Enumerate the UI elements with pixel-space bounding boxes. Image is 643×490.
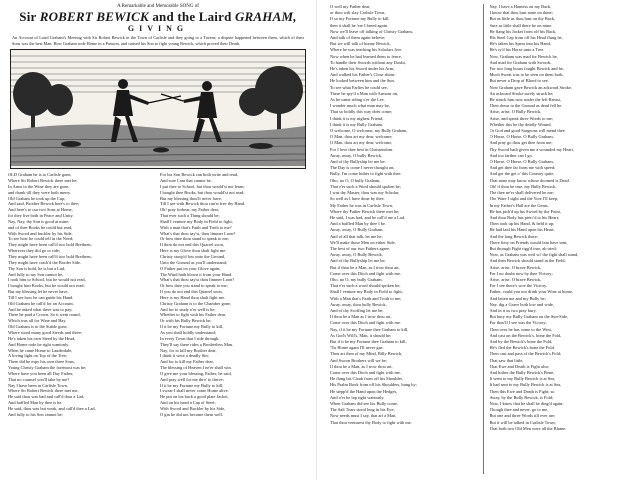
verse-line: But my blessing let he never have, (8, 289, 69, 295)
verse-line: And for to study o'er well is he; (160, 306, 216, 312)
verse-line: And fully to his Son cannot be; (8, 411, 63, 417)
verse-line: I think it were a deadly Sin; (160, 353, 209, 359)
verse-line: Nay, dig a Grave both low and wide, (489, 301, 554, 307)
verse-line: Till I see with Bewick thou can'st free thy Hand. (160, 201, 246, 207)
verse-line: That e'er such a Word should spoken be; (330, 183, 401, 189)
verse-line: Where Sir Robert Bewick there met me, (8, 388, 79, 394)
title-name-graham: GRAHAM, (234, 9, 297, 24)
verse-line: And of thy Scoffing let me be; (330, 307, 384, 313)
verse-line: With Sword and buckler by his Side, (8, 230, 73, 236)
verse-line: Till I see how he can guide his Hand. (8, 294, 74, 300)
verse-line: His Psalm Book from off his Shoulders, hung by; (330, 382, 417, 388)
verse-line: As he came riding o'er the Lee. (330, 97, 385, 103)
verse-line: Nay, if it be my Fortune thee Graham to kill, (330, 326, 409, 332)
verse-line: Oho, no O, my bully Graham, (330, 276, 383, 282)
verse-line: The blessing of Heaven I ne'er shall win. (160, 365, 232, 371)
verse-line: Away, by the Bully Bewick, is Fold; (489, 394, 554, 400)
verse-line: Then this Ewe and Death is Fight; so (489, 388, 555, 394)
verse-line: And talk of them again believe; (330, 35, 386, 41)
verse-line: Where he was teaching his Scholars five. (330, 47, 403, 53)
verse-line: That Ewe and Death is Fight also; (489, 363, 550, 369)
verse-line: Christy Graham is to the Chamber gone, (160, 300, 232, 306)
verse-line: Though thee and never, go to me, (489, 407, 549, 413)
verse-line: And in it us two pray bury. (489, 307, 537, 313)
left-column-2 (160, 172, 308, 490)
verse-line: Unto the Ground as you'll understand; (160, 259, 228, 265)
verse-line: He's ty'd his Horse unto a Tree. (489, 47, 545, 53)
verse-line: then it shall be 'ere I breed again. (330, 22, 389, 28)
verse-line: As you shall boldly understand; (160, 329, 216, 335)
verse-line: Where have you been all Day Father, (8, 370, 74, 376)
woodcut-duel-illustration (10, 49, 306, 169)
verse-line: But through Fight rigg'd true, ah tried; (489, 245, 557, 251)
verse-line: O welcome, O welcome, my Bully Graham, (330, 128, 408, 134)
verse-line: Old Graham is to the Stable gone, (8, 324, 68, 330)
verse-line: They might have been call'd two bold Brethren, (8, 254, 92, 259)
verse-line: Then down to the Ground as dead fell he. (489, 103, 563, 109)
verse-line: And walked his Father's Close about; (330, 72, 396, 78)
verse-line: In my Father's Hall are the Gems. (489, 202, 549, 208)
verse-line: O Father put on your Glove again, (160, 265, 221, 271)
verse-line: Which was all for Wine and Hay. (8, 318, 67, 324)
verse-line: Now needs must I say, that art a Man, (330, 413, 397, 419)
verse-line: Now, I know that he shall be ding'd again; (489, 401, 564, 406)
column-rule (483, 4, 484, 474)
verse-line: And the long Bewick there; (489, 233, 539, 239)
verse-line: Now, Graham was mad for Bewick he, (489, 53, 558, 59)
verse-line: Wherever they did go or ride; (8, 248, 61, 254)
verse-line: Young Christy Graham the foremost was he; (8, 365, 87, 371)
verse-line: With Sword and Buckler by his Side, (160, 405, 226, 411)
verse-line: The thee ne'er shall delivered be me; (489, 190, 554, 196)
right-column-2 (490, 4, 637, 474)
verse-line: And get thee far from me with speed; (489, 165, 556, 171)
verse-line: With a man that's Faith and Troth to me? (160, 224, 232, 230)
verse-line: for they live both in Peace and Unity. (8, 213, 74, 219)
verse-line: If so my Fortune my Bully to kill, (330, 16, 390, 22)
verse-line: Thy Sword hath given me a wounded my Heart, (489, 146, 575, 152)
verse-line: He has pick'd up his Sword by the Point, (489, 208, 561, 214)
verse-line: Here is my Hand thou shalt fight me. (160, 294, 226, 300)
verse-line: But if it be my Fortune thee Graham to kill, (330, 338, 407, 344)
verse-line: And a baffled Man by thee I be. (330, 221, 387, 227)
verse-line: Come over this Ditch and fight with me. (330, 320, 401, 326)
verse-line: I wonder much what man may be, (330, 103, 390, 109)
verse-line: He stepp'd the Hand upon the Hedges, (330, 388, 398, 394)
verse-line: That both two Old Men were all the Blame. (489, 425, 567, 431)
verse-line: He flang his Jacket from off his Back, (489, 28, 557, 34)
verse-line: O give me your blessing, Father, he said, (160, 370, 232, 376)
verse-line: Whether this be thy deadly Wound, (489, 121, 552, 127)
left-text-columns (8, 172, 308, 490)
verse-line: What's that thou say'st, thou limmer Loon? (160, 230, 236, 236)
verse-line: That none may know whose doomed is Dead. (489, 177, 570, 183)
verse-line: What's that thou say'st thou limmer Loon? (160, 277, 235, 283)
verse-line: When Graham did see his Bully come, (330, 401, 398, 406)
verse-line: But we will talk of bonny Bewick, (330, 41, 391, 47)
verse-line: For I love thee best in Christendom. (330, 146, 394, 152)
verse-line: We'll make those Men on either Side, (330, 239, 396, 245)
verse-line: O Horse, O Horse, O Bully Graham, (489, 159, 554, 165)
verse-line: It went to my Bully Bewick is at Sea, (489, 376, 556, 382)
verse-line: I bought thee Books, but thou would'st not read; (160, 189, 245, 195)
verse-line: But if thou be a Man, as I trow thou art, (330, 264, 400, 270)
verse-line: And of thy Bullyship let me be: (330, 159, 386, 165)
verse-line: As God's Will's, Man, it should be; (330, 332, 392, 338)
song-title (8, 10, 308, 24)
verse-line: And Sworn Brothers will we be; (330, 357, 387, 363)
verse-line: They might have been call'd two bold Brethren, (8, 242, 92, 248)
verse-line: The best of our two Fathers agree. (330, 245, 391, 251)
left-column-1 (8, 172, 156, 490)
verse-line: To handle their Swords without any Doubt, (330, 59, 406, 65)
verse-line: Thou art then of my Mind, Billy Bewick, (330, 351, 403, 357)
verse-line: It had sent to my Bully Bewick is at Sea, (489, 382, 562, 388)
verse-line: The Salt Tears stood long in his Eye; (330, 407, 395, 413)
verse-line: Shall I venture my Body in Field to fight, (330, 289, 403, 295)
verse-line: O Horse, O Horse, O Bully Graham, (489, 134, 554, 140)
verse-line: And of thy Bullyship let me be; (330, 258, 386, 264)
verse-line: He's taken his own Steed by the Head, (8, 335, 76, 341)
verse-line: Arise, arise, O brave Bewick, (489, 276, 542, 282)
title-name-bewick: ROBERT BEWICK (39, 9, 149, 24)
verse-line: My Father he was in Carlisle Town, (330, 202, 393, 208)
verse-line: And on his head a Cap of Steel; (160, 400, 216, 406)
verse-line: They might have crack'd the Border Side. (8, 259, 82, 265)
verse-line: O Man, thou art my dear, welcome, (330, 140, 393, 146)
verse-line: The Day is come I never thought on, (330, 165, 395, 171)
verse-line: Come over this Ditch and fight with me. (330, 369, 401, 375)
verse-line: And thou Body has pierc'd to his Heart; (489, 214, 560, 220)
verse-line: He's taken his Spear into his Hand, (489, 41, 551, 47)
verse-line: In Arms to the Wine they are gone, (8, 183, 70, 189)
verse-line: Shall I venture my Body in Field to fight, (160, 218, 233, 224)
verse-line: That saw that little, (489, 357, 524, 363)
verse-line: And of all that talk, let me be; (330, 233, 383, 239)
page-gutter (316, 0, 317, 480)
verse-line: If thou be a Man as I trow thou art, (330, 314, 392, 320)
verse-line: Where stood many good Steeds and three; (8, 329, 83, 335)
verse-line: He said thou was bad and call'd thou a Lad, (8, 394, 85, 400)
verse-line: Or how dare you stand to speak to me; (160, 283, 228, 289)
title-mid: and the Laird (152, 9, 232, 24)
verse-line: Thy Son is bold, he is but a Lad, (8, 265, 66, 271)
verse-line: There fiery on Friends would fain have sent, (489, 239, 568, 245)
verse-line: I think it is my Bully Graham. (330, 121, 384, 127)
verse-line: He put on his back a good plate Jacket, (160, 394, 229, 400)
verse-line: Then over he has come to the West, (489, 326, 552, 332)
verse-line: Then took up his Hand, & held it up; (489, 221, 555, 227)
verse-line: There did he espy his own three Sons, (8, 359, 75, 365)
verse-line: He flang his Cloak from off his Shoulder, (330, 376, 403, 382)
verse-line: The Ware I sight and the Yore I'll keep, (489, 196, 559, 202)
verse-line: Nay, for to kill my Brother dear, (160, 347, 217, 353)
verse-line: Away, away, O bully Bewick, (330, 152, 383, 158)
verse-line: That no counsel you'll take by me? (8, 376, 70, 382)
verse-line: For thou'll I see was the Victory; (489, 320, 547, 326)
verse-line: I put thee to School, but thou would'st not learn; (160, 183, 245, 189)
title-prefix: Sir (19, 9, 37, 24)
verse-line: Now when he had learned them to fence, (330, 53, 402, 59)
verse-line: Or how dare thou stand to speak to me; (160, 236, 230, 242)
verse-line: But one and three Words till ever are; (489, 413, 556, 419)
verse-line: He said, thou was but weak, and call'd thee a Lad, (8, 405, 96, 411)
right-column-1 (330, 4, 477, 474)
verse-line: And letten me and my Bully be; (489, 295, 546, 301)
verse-line: A loving light on Top of the Tree; (8, 353, 68, 359)
verse-line: Away, away, thou bully Bewick, (330, 301, 387, 307)
verse-line: and drank till they were both merry. (8, 189, 71, 195)
verse-line: I know that thou hast none on thine; (489, 10, 553, 16)
verse-line: Away, away, O Bully Bewick, (330, 252, 383, 258)
verse-line: I swear I shall never come Home alive. (160, 388, 229, 394)
verse-line: Or God and good Surgeons will mend thee. (489, 128, 566, 134)
verse-line: OLD Graham he is to Carlisle gone, (8, 172, 72, 178)
verse-line: He struck him now under the left Breast, (489, 97, 561, 103)
verse-line: And baffled Man by thee is he. (8, 400, 63, 406)
verse-line: Bully, I'm come hither to fight with thee. (330, 171, 402, 177)
verse-line: But it will be talked in Carlisle Town, (489, 419, 556, 425)
verse-line: I bought him Books, but he would not read; (8, 283, 85, 289)
verse-line: And mad for Graham with Swords, (489, 59, 552, 65)
verse-line: He looked between him and the Sun, (330, 78, 395, 84)
verse-line: If you do not end this Quarrel soon, (160, 289, 223, 295)
verse-line: I think it is my nighest Friend, (330, 115, 384, 121)
verse-line: So well as I have done by thee. (330, 196, 385, 202)
verse-line: And pray go thou get thee from me; (489, 140, 553, 146)
verse-line: Arise, arise, O brave Bewick, (489, 264, 542, 270)
verse-line: And o'er he lap right wantonly. (330, 394, 385, 400)
verse-line: When he came Home to Lauderdale, (8, 347, 73, 353)
verse-line: And he asked what there was to pay; (8, 306, 73, 312)
verse-line: And hither the Bully Bewick's Bone, (489, 369, 555, 375)
verse-line: And by the Bewick's bone the Fold, (489, 338, 553, 344)
verse-line: He's fled the Bewick's bone the Fold. (489, 345, 555, 351)
verse-line: And cast on the Bewick's, bone the Fold, (489, 332, 562, 338)
verse-line: If it be my Fortune my Bully to kill, (160, 324, 224, 330)
verse-line: He's taken his Sword under his Arm, (330, 66, 395, 72)
verse-line: Father, could you not drink your Wine at home, (489, 289, 573, 295)
verse-line: That ever such a Thing should be; (160, 213, 220, 219)
verse-line: Now Graham gave Bewick an ackward Stroke, (489, 84, 573, 90)
verse-line: For I see there's woe the Victory. (489, 283, 548, 289)
intro-line: A Remarkable and Memorable SONG of (117, 4, 199, 9)
subtitle-giving: GIVING (127, 24, 189, 33)
right-page (330, 4, 636, 474)
verse-line: For two long hours fought Bewick and he, (489, 66, 564, 72)
left-page (8, 2, 308, 474)
verse-line: I took him to School, but he would not read, (8, 277, 86, 283)
verse-line: Much Sweat was to be seen on them both, (489, 72, 564, 78)
verse-line: And here's to our two Sons at Home, (8, 207, 73, 213)
verse-line: Old Graham he took up the Cup, (8, 195, 66, 201)
verse-line: Arise, arise, O Bully Bewick, (489, 109, 542, 115)
verse-line: or thou wilt slay Carlisle Town, (330, 10, 386, 16)
verse-line: But as little as thou hast on thy Back, (489, 16, 555, 22)
verse-line: His Steel Cap from off his Head flung he, (489, 35, 563, 41)
verse-line: In every Town that I ride through, (160, 335, 220, 341)
verse-line: The Wind hath blown it from your Hand. (160, 271, 233, 277)
verse-line: He said, I was bad, and he call'd me a Lad, (330, 214, 406, 220)
verse-line: O well my Father dear, (330, 4, 371, 9)
verse-line: And Home rode he right wantonly. (8, 341, 70, 347)
verse-line: Whether to fight with his Father dear, (160, 312, 227, 318)
verse-line: Old Graham he call'd for an Account, (8, 300, 74, 306)
verse-line: And said, Brother Bewick here's to thee; (8, 201, 80, 207)
verse-line: And fully to my Son cannot be, (8, 271, 64, 277)
verse-line: Come over this Ditch and fight with me. (330, 270, 401, 276)
verse-line: Oh! if thou be true, my Bully Bewick, (489, 183, 557, 189)
verse-line: Nay, Nay, thy Son is good at mine, (8, 218, 70, 224)
verse-line: Now we'll leave off talking of Christy Graham, (330, 28, 413, 34)
verse-line: Nay I have been in Carlisle Town, (8, 382, 68, 388)
verse-line: To see what Farlies he could see, (330, 84, 388, 90)
verse-line: Oh! pray forbear, my Father dear, (160, 207, 220, 213)
verse-line: If thou do not end this Quarrel soon, (160, 242, 224, 248)
verse-line: He had laid his Hand upon his Heart, (489, 227, 555, 233)
verse-line: But my blessing thou'lt never have, (160, 195, 223, 201)
summary-paragraph: An Account of Laird Graham's Meeting with Sir Robert Bewick in the Town of Carlisle and they going to a Tavern; a dispute happened between them, which of their Sons was the best Man. How Graham rode Home in a Passion, and caused his Son to fight young Bewick, which proved their Death. (12, 35, 304, 46)
verse-line: If thou be a Man, as I trow thou art, (330, 363, 393, 369)
verse-line: And too farther can I go. (489, 152, 533, 158)
verse-line: Sure as little shall there be on mine. (489, 22, 553, 28)
verse-line: Where thy Father Bewick there met he; (330, 208, 400, 214)
verse-line: That e'er such a word should spoken be; (330, 283, 401, 289)
verse-line: And for to kill my Father dear, (160, 359, 214, 365)
trees-right (239, 66, 303, 134)
verse-line: I was thy Master, thou was my Scholar, (330, 190, 400, 196)
verse-line: and of thee Books he could but read, (8, 224, 73, 230)
verse-line: For I no doubt now by thee Victory; (489, 270, 553, 276)
trees-left (13, 72, 73, 134)
verse-line: That so boldly this way does come; (330, 109, 393, 115)
verse-line: Then cast and pass of the Bewick's Fold; (489, 351, 562, 357)
verse-line: Nay, I have a Harness on my Back, (489, 4, 552, 9)
verse-line: Where Sir Robert Bewick there met he; (8, 178, 78, 184)
verse-line: O Man, thou art my dear, welcome; (330, 134, 393, 140)
verse-line: Now, as Graham was wed wi' the fight shall stand, (489, 252, 579, 258)
verse-line: If it be my Fortune my Bully to kill, (160, 382, 224, 388)
verse-line: Oho, no O, O bully Graham, (330, 177, 381, 183)
verse-line: But bury my Bully Graham on the Sun-Side, (489, 314, 569, 320)
verse-line: For his Son Bewick can both write and read, (160, 172, 239, 178)
verse-line: Arise, and speak three Words to me; (489, 115, 554, 121)
verse-line: There he spy'd a Man with Armour on, (330, 90, 399, 96)
verse-line: An ackward Stroke surely struck he; (489, 90, 554, 96)
verse-line: 'Tis Home again I'll never gae. (330, 345, 384, 351)
verse-line: To see how he could tell in the Need; (8, 236, 74, 242)
verse-line: There he paid a Crown, So it went round, (8, 312, 81, 318)
verse-line: Away, away, O Bully Graham, (330, 227, 384, 233)
verse-line: Here is my Glove thou shalt fight me. (160, 248, 227, 254)
verse-line: And pray well for me thro' to thrive; (160, 376, 224, 382)
verse-line: And then Bewick should stand in the Field; (489, 258, 566, 264)
verse-line: But never a Drop of Blood to see. (489, 78, 549, 84)
verse-line: They'll say there rides a Brotherless Man. (160, 341, 234, 347)
verse-line: Or with his Bully Bewick he; (160, 318, 212, 324)
verse-line: O gin he did not become them well. (160, 411, 223, 417)
woodcut-svg (11, 50, 305, 166)
verse-line: And get the get o' this Country quite, (489, 171, 555, 177)
verse-line: That thou venturest thy Body to fight with me. (330, 419, 412, 425)
verse-line: With a Man that's Faith and Troth to me; (330, 295, 402, 301)
verse-line: Christy stoop'd low unto the Ground, (160, 254, 226, 259)
verse-line: And sure I am that cannot be. (160, 178, 212, 184)
